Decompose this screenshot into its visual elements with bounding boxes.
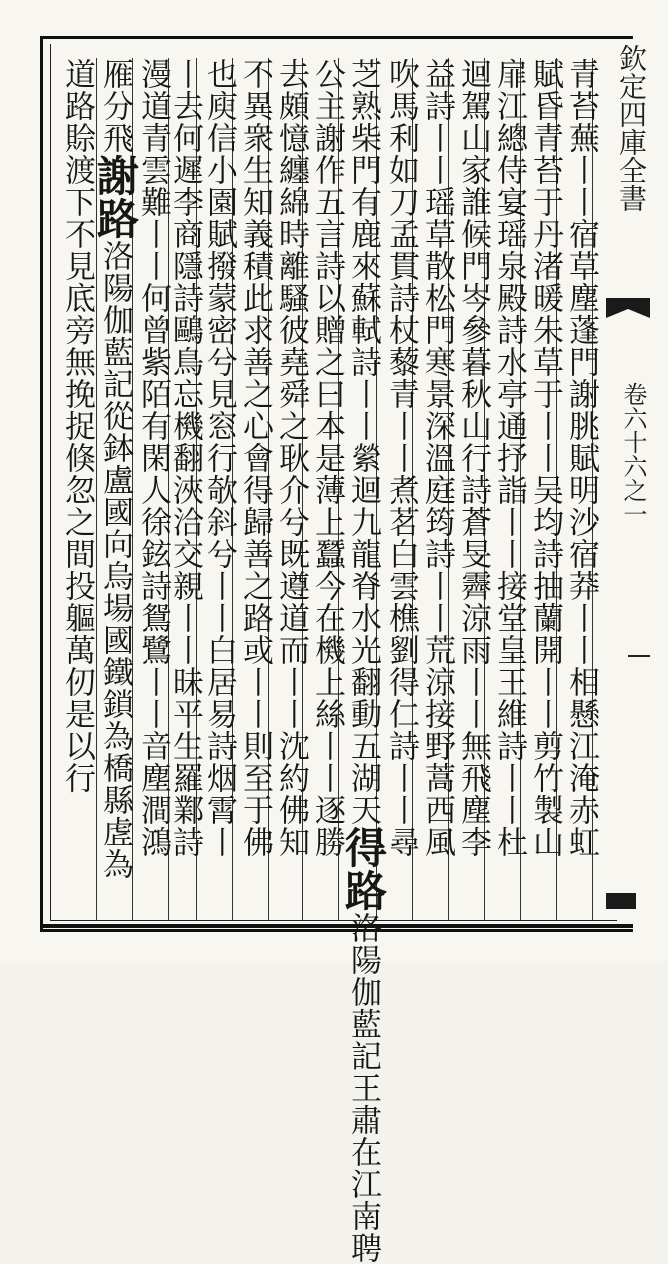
column-text: 道路賒 [59, 58, 95, 154]
text-column-5: 益詩丨丨瑶草散松門寒景深溫庭筠詩丨丨荒涼接野蒿西風 [419, 58, 455, 858]
column-text: 渡下不見底旁無挽捉倏忽之間投軀萬仞是以行 [59, 154, 95, 794]
text-column-4: 迴駕山家誰候門岑參暮秋山行詩蒼旻霽涼雨丨丨無飛塵李 [455, 58, 491, 858]
text-column-8: 公主謝作五言詩以贈之曰本是薄上蠶今在機上絲丨丨逐勝 [309, 58, 345, 858]
text-column-3: 扉江總侍宴瑶泉殿詩水亭通抒詣丨丨接堂皇王維詩丨丨杜 [491, 58, 527, 858]
column-text: 芝熟柴門有鹿來蘇軾詩丨丨縈迴九龍脊水光翻動五湖天 [345, 58, 381, 826]
book-title-margin: 欽定四庫全書 [615, 44, 648, 212]
text-column-15 [58, 58, 96, 918]
text-column-6: 吹馬利如刀孟貫詩杖藜青丨丨煮茗白雲樵劉得仁詩丨丨尋 [383, 58, 419, 858]
text-column-9: 去頗憶纏綿時離騷彼堯舜之耿介兮既遵道而丨丨沈約佛知 [273, 58, 309, 858]
text-column-14 [91, 58, 140, 918]
text-column-2: 賦昏青苔于丹渚暖朱草于丨丨吴均詩抽蘭開丨丨剪竹製山 [527, 58, 563, 858]
column-text: 雁分飛 [97, 58, 133, 154]
volume-label: 卷六十六之一 [619, 382, 647, 526]
text-column-7 [339, 58, 388, 1264]
text-column-10: 不異衆生知義積此求善之心會得歸善之路或丨丨則至于佛 [237, 58, 273, 858]
margin-tick [628, 655, 650, 657]
column-text: 洛陽伽藍記從鉢盧國向烏場國鐵鎖為橋縣虗為 [97, 240, 133, 880]
bottom-border [40, 924, 633, 928]
entry-heading: 謝路 [91, 154, 140, 240]
text-column-13: 漫道青雲難丨丨何曾紫陌有閑人徐鉉詩鴛鷺丨丨音塵澗鴻 [135, 58, 171, 858]
text-column-11: 也庾信小園賦撥蒙密兮見窓行欹斜兮丨丨白居易詩烟霄丨 [201, 58, 237, 858]
entry-heading: 得路 [339, 826, 388, 912]
column-text: 洛陽伽藍記王肅在江南聘 [345, 912, 381, 1264]
text-column-12: 丨去何遲李商隱詩鷗鳥忘機翻浹洽交親丨丨昧平生羅鄴詩 [167, 58, 203, 858]
margin-block [606, 893, 636, 909]
text-column-1: 青苔蕪丨丨宿草塵蓬門謝朓賦明沙宿莽丨丨相懸江淹赤虹 [563, 58, 599, 858]
